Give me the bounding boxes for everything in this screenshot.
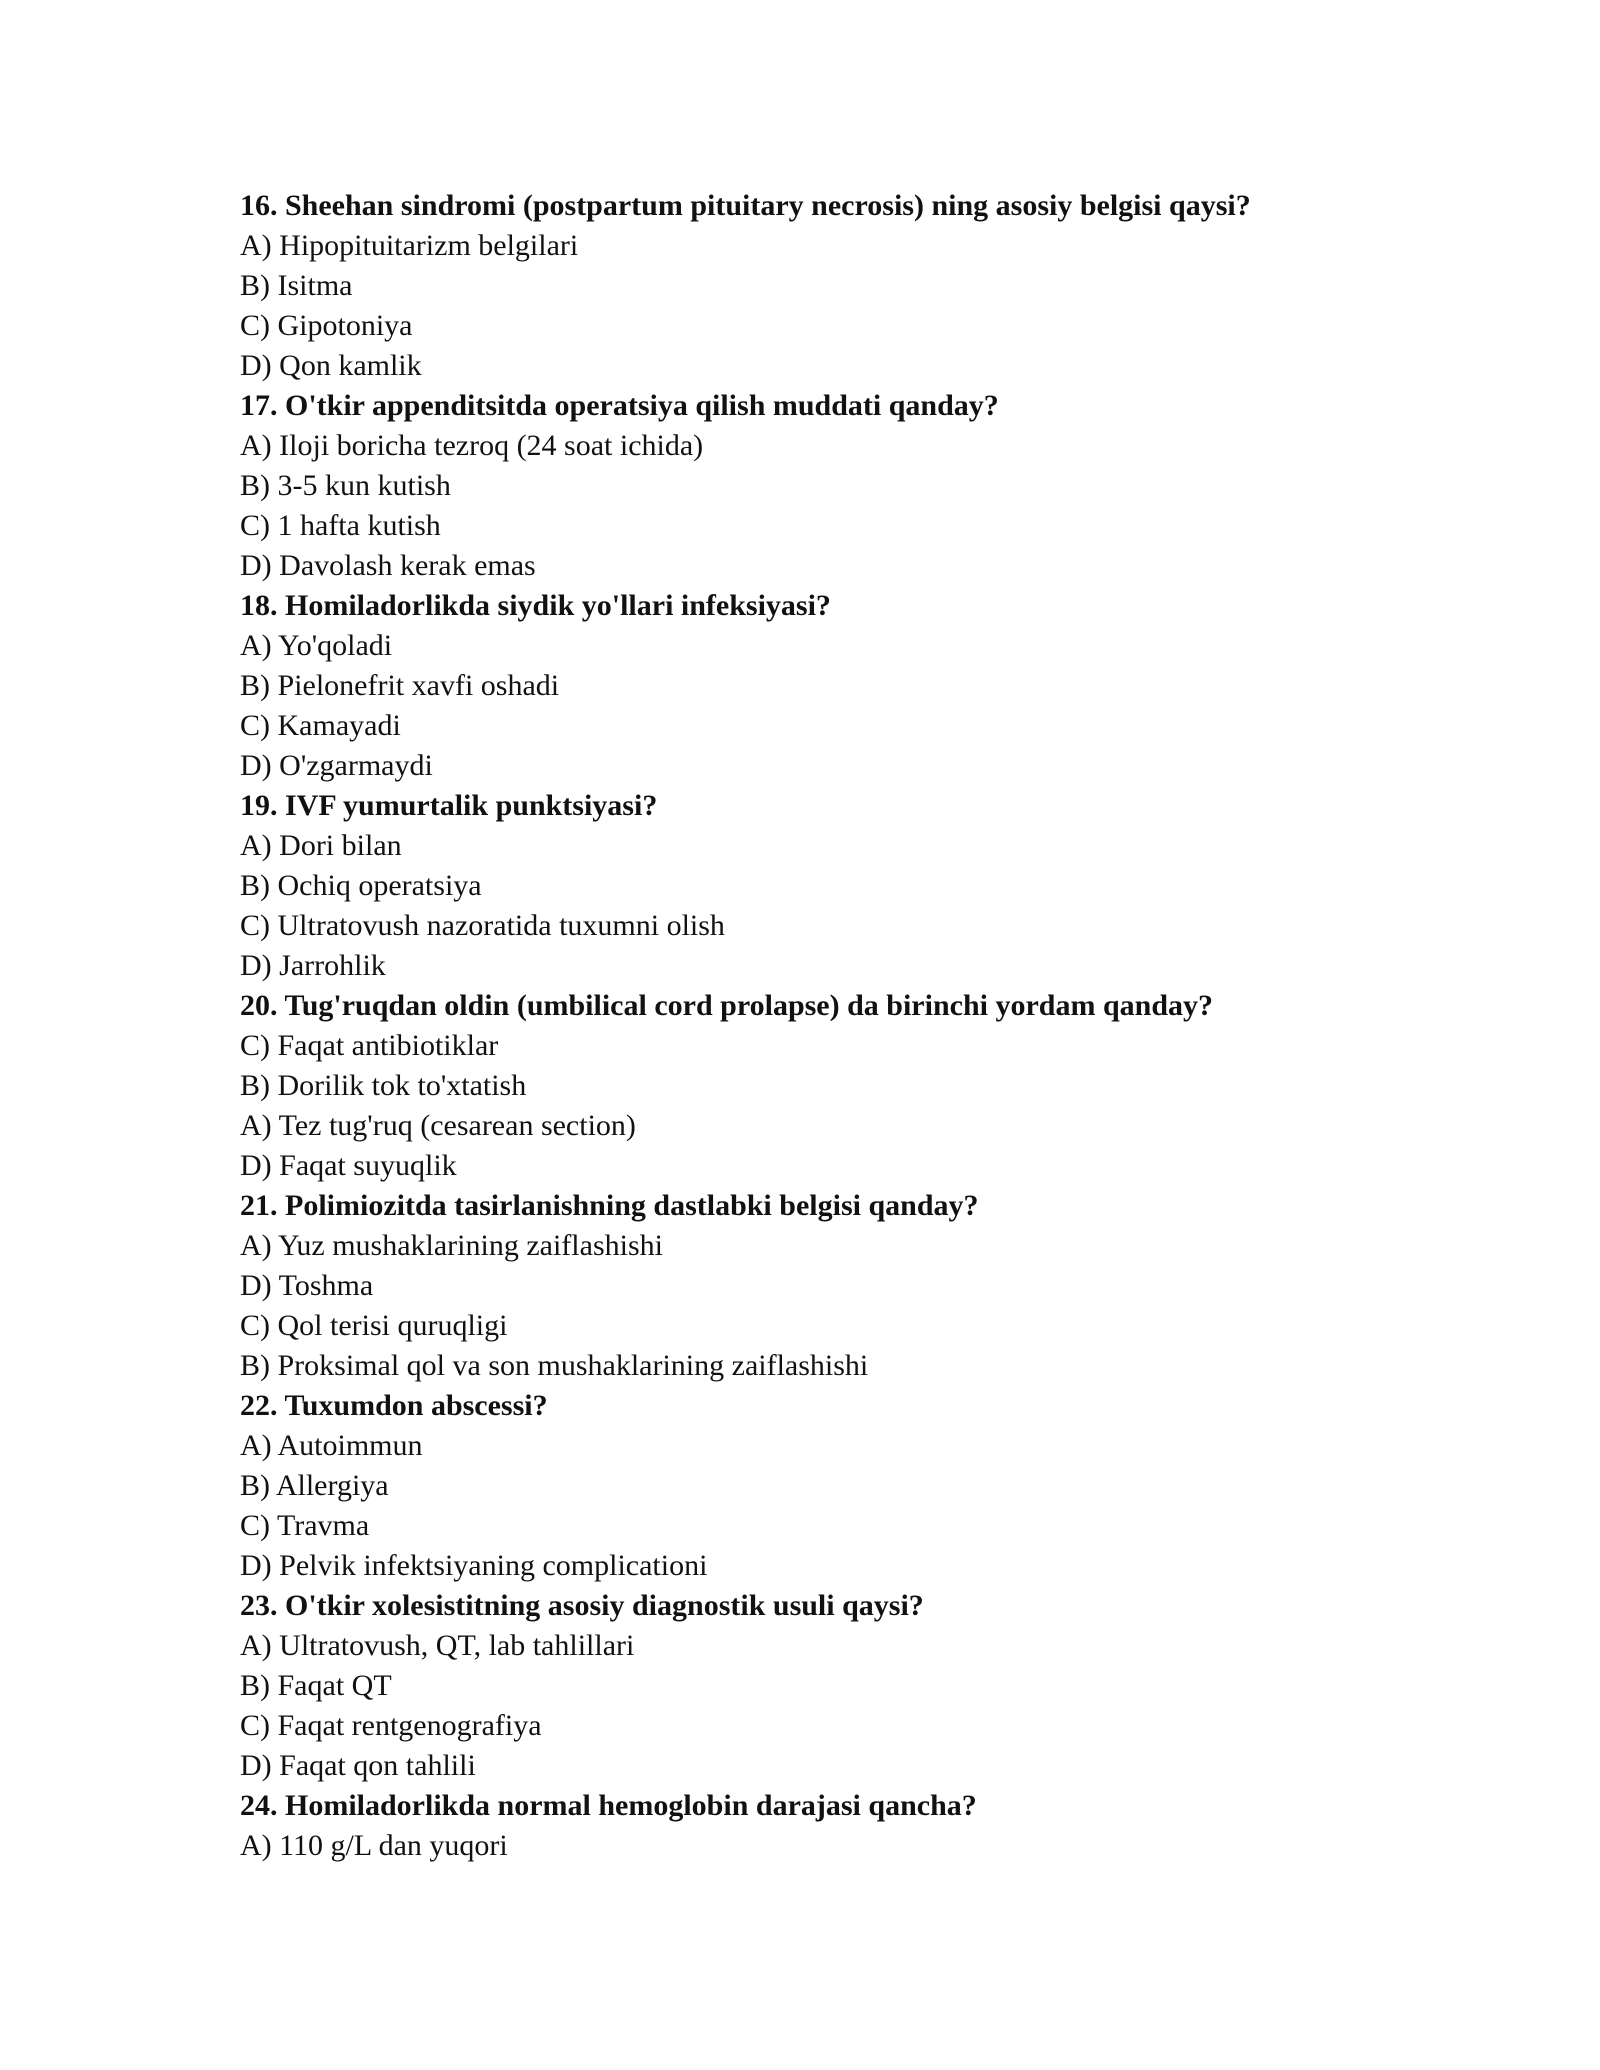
answer-option: C) Qol terisi quruqligi (240, 1309, 508, 1342)
answer-option: B) Ochiq operatsiya (240, 869, 482, 902)
answer-option: D) Faqat qon tahlili (240, 1749, 476, 1782)
answer-option: D) Qon kamlik (240, 349, 422, 382)
answer-option: B) Faqat QT (240, 1669, 392, 1702)
answer-option: D) Faqat suyuqlik (240, 1149, 457, 1182)
answer-option: A) Ultratovush, QT, lab tahlillari (240, 1629, 635, 1662)
question-title: 19. IVF yumurtalik punktsiyasi? (240, 789, 658, 822)
answer-option: B) Proksimal qol va son mushaklarining zaiflashishi (240, 1349, 869, 1382)
answer-option: A) Yo'qoladi (240, 629, 393, 662)
answer-option: C) Faqat antibiotiklar (240, 1029, 499, 1062)
answer-option: B) Isitma (240, 269, 353, 302)
question-21 (240, 1186, 1440, 1386)
answer-option: C) 1 hafta kutish (240, 509, 441, 542)
question-20 (240, 986, 1440, 1186)
question-24 (240, 1786, 1440, 1866)
question-18 (240, 586, 1440, 786)
answer-option: B) 3-5 kun kutish (240, 469, 451, 502)
question-title: 18. Homiladorlikda siydik yo'llari infeksiyasi? (240, 589, 831, 622)
answer-option: C) Travma (240, 1509, 370, 1542)
answer-option: D) Davolash kerak emas (240, 549, 536, 582)
question-16 (240, 186, 1440, 386)
answer-option: A) 110 g/L dan yuqori (240, 1829, 508, 1862)
question-title: 17. O'tkir appenditsitda operatsiya qilish muddati qanday? (240, 389, 999, 422)
question-title: 16. Sheehan sindromi (postpartum pituitary necrosis) ning asosiy belgisi qaysi? (240, 189, 1251, 222)
question-17 (240, 386, 1440, 586)
quiz-content (240, 186, 1440, 1866)
answer-option: A) Dori bilan (240, 829, 402, 862)
answer-option: A) Hipopituitarizm belgilari (240, 229, 579, 262)
question-title: 23. O'tkir xolesistitning asosiy diagnostik usuli qaysi? (240, 1589, 924, 1622)
answer-option: C) Gipotoniya (240, 309, 413, 342)
question-title: 22. Tuxumdon abscessi? (240, 1389, 548, 1422)
question-title: 20. Tug'ruqdan oldin (umbilical cord prolapse) da birinchi yordam qanday? (240, 989, 1214, 1022)
answer-option: D) Pelvik infektsiyaning complicationi (240, 1549, 708, 1582)
question-title: 24. Homiladorlikda normal hemoglobin darajasi qancha? (240, 1789, 977, 1822)
answer-option: A) Tez tug'ruq (cesarean section) (240, 1109, 636, 1142)
answer-option: B) Pielonefrit xavfi oshadi (240, 669, 560, 702)
answer-option: D) Toshma (240, 1269, 374, 1302)
answer-option: A) Yuz mushaklarining zaiflashishi (240, 1229, 663, 1262)
answer-option: B) Allergiya (240, 1469, 389, 1502)
answer-option: D) Jarrohlik (240, 949, 386, 982)
answer-option: A) Iloji boricha tezroq (24 soat ichida) (240, 429, 704, 462)
answer-option: B) Dorilik tok to'xtatish (240, 1069, 527, 1102)
answer-option: C) Kamayadi (240, 709, 401, 742)
question-22 (240, 1386, 1440, 1586)
question-19 (240, 786, 1440, 986)
answer-option: C) Ultratovush nazoratida tuxumni olish (240, 909, 725, 942)
question-23 (240, 1586, 1440, 1786)
answer-option: A) Autoimmun (240, 1429, 423, 1462)
question-title: 21. Polimiozitda tasirlanishning dastlabki belgisi qanday? (240, 1189, 979, 1222)
answer-option: D) O'zgarmaydi (240, 749, 433, 782)
answer-option: C) Faqat rentgenografiya (240, 1709, 542, 1742)
